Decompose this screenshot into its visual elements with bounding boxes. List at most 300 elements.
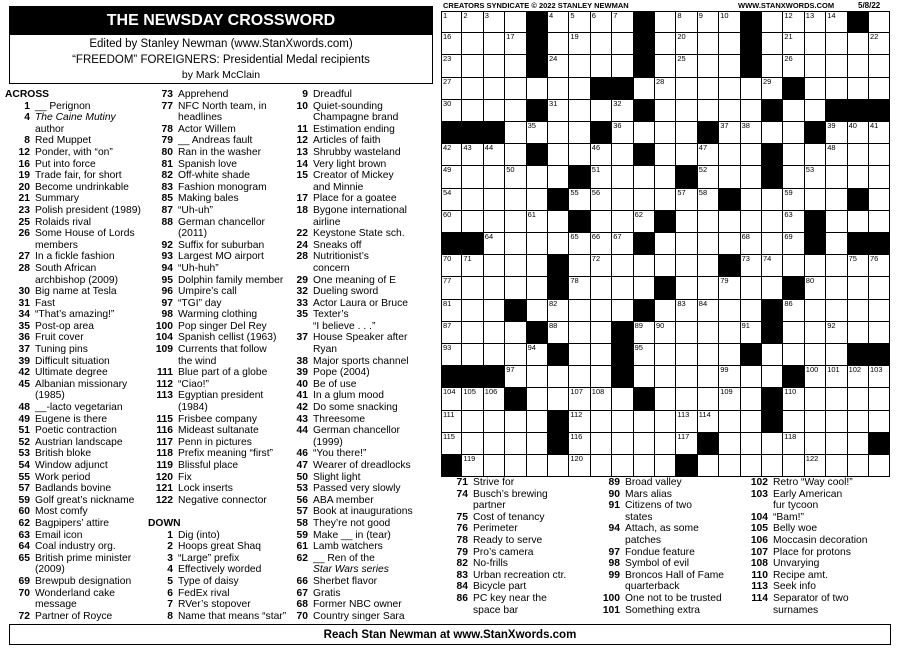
grid-cell[interactable] — [655, 233, 676, 255]
grid-cell[interactable] — [698, 455, 719, 477]
grid-cell[interactable] — [612, 122, 633, 144]
grid-cell[interactable] — [783, 255, 804, 277]
grid-cell[interactable] — [762, 122, 783, 144]
grid-cell[interactable] — [655, 388, 676, 410]
grid-cell[interactable] — [634, 411, 655, 433]
grid-cell[interactable] — [484, 166, 505, 188]
grid-cell[interactable] — [676, 100, 697, 122]
grid-cell[interactable] — [805, 411, 826, 433]
grid-cell[interactable] — [719, 411, 740, 433]
grid-cell[interactable] — [783, 211, 804, 233]
grid-cell[interactable] — [591, 233, 612, 255]
grid-cell[interactable] — [762, 233, 783, 255]
grid-cell[interactable] — [783, 33, 804, 55]
grid-cell[interactable] — [634, 255, 655, 277]
grid-cell[interactable] — [484, 144, 505, 166]
grid-cell[interactable] — [655, 433, 676, 455]
grid-cell[interactable] — [634, 189, 655, 211]
grid-cell[interactable] — [505, 411, 526, 433]
grid-cell[interactable] — [505, 100, 526, 122]
grid-cell[interactable] — [741, 411, 762, 433]
grid-cell[interactable] — [741, 233, 762, 255]
grid-cell[interactable] — [676, 411, 697, 433]
grid-cell[interactable] — [527, 166, 548, 188]
grid-cell[interactable] — [762, 11, 783, 33]
grid-cell[interactable] — [741, 433, 762, 455]
grid-cell[interactable] — [655, 33, 676, 55]
grid-cell[interactable] — [848, 300, 869, 322]
grid-cell[interactable] — [441, 166, 462, 188]
grid-cell[interactable] — [805, 433, 826, 455]
grid-cell[interactable] — [762, 55, 783, 77]
grid-cell[interactable] — [826, 144, 847, 166]
grid-cell[interactable] — [527, 344, 548, 366]
grid-cell[interactable] — [826, 300, 847, 322]
grid-cell[interactable] — [441, 11, 462, 33]
grid-cell[interactable] — [548, 388, 569, 410]
grid-cell[interactable] — [676, 189, 697, 211]
grid-cell[interactable] — [441, 211, 462, 233]
grid-cell[interactable] — [698, 55, 719, 77]
grid-cell[interactable] — [591, 11, 612, 33]
grid-cell[interactable] — [484, 300, 505, 322]
grid-cell[interactable] — [569, 122, 590, 144]
grid-cell[interactable] — [505, 366, 526, 388]
grid-cell[interactable] — [676, 366, 697, 388]
grid-cell[interactable] — [612, 100, 633, 122]
grid-cell[interactable] — [441, 144, 462, 166]
grid-cell[interactable] — [805, 344, 826, 366]
grid-cell[interactable] — [612, 33, 633, 55]
grid-cell[interactable] — [805, 189, 826, 211]
grid-cell[interactable] — [655, 322, 676, 344]
grid-cell[interactable] — [869, 388, 890, 410]
grid-cell[interactable] — [719, 300, 740, 322]
grid-cell[interactable] — [741, 322, 762, 344]
grid-cell[interactable] — [762, 33, 783, 55]
grid-cell[interactable] — [719, 55, 740, 77]
grid-cell[interactable] — [505, 11, 526, 33]
grid-cell[interactable] — [612, 388, 633, 410]
grid-cell[interactable] — [505, 55, 526, 77]
grid-cell[interactable] — [591, 255, 612, 277]
grid-cell[interactable] — [698, 344, 719, 366]
grid-cell[interactable] — [741, 300, 762, 322]
grid-cell[interactable] — [762, 211, 783, 233]
grid-cell[interactable] — [634, 366, 655, 388]
grid-cell[interactable] — [569, 388, 590, 410]
grid-cell[interactable] — [527, 233, 548, 255]
grid-cell[interactable] — [612, 300, 633, 322]
grid-cell[interactable] — [634, 455, 655, 477]
grid-cell[interactable] — [655, 55, 676, 77]
grid-cell[interactable] — [783, 322, 804, 344]
grid-cell[interactable] — [462, 33, 483, 55]
grid-cell[interactable] — [462, 433, 483, 455]
grid-cell[interactable] — [719, 78, 740, 100]
website-link[interactable]: WWW.STANXWORDS.COM — [738, 1, 835, 10]
grid-cell[interactable] — [783, 233, 804, 255]
grid-cell[interactable] — [719, 11, 740, 33]
grid-cell[interactable] — [569, 300, 590, 322]
grid-cell[interactable] — [634, 122, 655, 144]
grid-cell[interactable] — [484, 388, 505, 410]
grid-cell[interactable] — [848, 366, 869, 388]
grid-cell[interactable] — [698, 366, 719, 388]
grid-cell[interactable] — [505, 122, 526, 144]
grid-cell[interactable] — [569, 55, 590, 77]
grid-cell[interactable] — [805, 277, 826, 299]
grid-cell[interactable] — [741, 366, 762, 388]
grid-cell[interactable] — [762, 455, 783, 477]
grid-cell[interactable] — [441, 300, 462, 322]
grid-cell[interactable] — [848, 144, 869, 166]
grid-cell[interactable] — [527, 277, 548, 299]
grid-cell[interactable] — [676, 433, 697, 455]
grid-cell[interactable] — [783, 11, 804, 33]
grid-cell[interactable] — [462, 11, 483, 33]
grid-cell[interactable] — [441, 388, 462, 410]
grid-cell[interactable] — [869, 211, 890, 233]
grid-cell[interactable] — [591, 388, 612, 410]
grid-cell[interactable] — [741, 255, 762, 277]
grid-cell[interactable] — [762, 255, 783, 277]
grid-cell[interactable] — [848, 122, 869, 144]
grid-cell[interactable] — [441, 433, 462, 455]
grid-cell[interactable] — [548, 366, 569, 388]
grid-cell[interactable] — [462, 277, 483, 299]
grid-cell[interactable] — [783, 411, 804, 433]
grid-cell[interactable] — [462, 455, 483, 477]
grid-cell[interactable] — [505, 78, 526, 100]
grid-cell[interactable] — [462, 100, 483, 122]
grid-cell[interactable] — [484, 344, 505, 366]
grid-cell[interactable] — [548, 233, 569, 255]
grid-cell[interactable] — [698, 411, 719, 433]
grid-cell[interactable] — [548, 300, 569, 322]
grid-cell[interactable] — [505, 144, 526, 166]
grid-cell[interactable] — [826, 388, 847, 410]
grid-cell[interactable] — [441, 277, 462, 299]
grid-cell[interactable] — [569, 411, 590, 433]
grid-cell[interactable] — [655, 411, 676, 433]
grid-cell[interactable] — [462, 411, 483, 433]
grid-cell[interactable] — [569, 33, 590, 55]
grid-cell[interactable] — [634, 211, 655, 233]
grid-cell[interactable] — [698, 255, 719, 277]
grid-cell[interactable] — [848, 411, 869, 433]
grid-cell[interactable] — [826, 11, 847, 33]
grid-cell[interactable] — [826, 322, 847, 344]
grid-cell[interactable] — [655, 144, 676, 166]
grid-cell[interactable] — [762, 344, 783, 366]
grid-cell[interactable] — [869, 78, 890, 100]
grid-cell[interactable] — [527, 189, 548, 211]
grid-cell[interactable] — [655, 189, 676, 211]
grid-cell[interactable] — [805, 100, 826, 122]
grid-cell[interactable] — [527, 411, 548, 433]
grid-cell[interactable] — [676, 300, 697, 322]
grid-cell[interactable] — [805, 11, 826, 33]
grid-cell[interactable] — [484, 189, 505, 211]
grid-cell[interactable] — [569, 100, 590, 122]
grid-cell[interactable] — [783, 166, 804, 188]
grid-cell[interactable] — [719, 322, 740, 344]
grid-cell[interactable] — [505, 211, 526, 233]
grid-cell[interactable] — [783, 388, 804, 410]
grid-cell[interactable] — [655, 455, 676, 477]
grid-cell[interactable] — [591, 144, 612, 166]
grid-cell[interactable] — [612, 411, 633, 433]
grid-cell[interactable] — [826, 277, 847, 299]
grid-cell[interactable] — [612, 233, 633, 255]
grid-cell[interactable] — [612, 455, 633, 477]
grid-cell[interactable] — [548, 211, 569, 233]
grid-cell[interactable] — [805, 33, 826, 55]
grid-cell[interactable] — [634, 78, 655, 100]
grid-cell[interactable] — [548, 78, 569, 100]
grid-cell[interactable] — [591, 33, 612, 55]
grid-cell[interactable] — [805, 78, 826, 100]
grid-cell[interactable] — [484, 255, 505, 277]
grid-cell[interactable] — [548, 455, 569, 477]
grid-cell[interactable] — [719, 366, 740, 388]
grid-cell[interactable] — [783, 189, 804, 211]
grid-cell[interactable] — [869, 300, 890, 322]
grid-cell[interactable] — [719, 211, 740, 233]
grid-cell[interactable] — [826, 255, 847, 277]
grid-cell[interactable] — [698, 100, 719, 122]
grid-cell[interactable] — [762, 189, 783, 211]
grid-cell[interactable] — [527, 388, 548, 410]
grid-cell[interactable] — [826, 455, 847, 477]
grid-cell[interactable] — [505, 233, 526, 255]
grid-cell[interactable] — [719, 433, 740, 455]
grid-cell[interactable] — [676, 322, 697, 344]
grid-cell[interactable] — [612, 166, 633, 188]
grid-cell[interactable] — [655, 100, 676, 122]
grid-cell[interactable] — [591, 411, 612, 433]
grid-cell[interactable] — [548, 11, 569, 33]
grid-cell[interactable] — [869, 189, 890, 211]
grid-cell[interactable] — [484, 211, 505, 233]
grid-cell[interactable] — [441, 78, 462, 100]
grid-cell[interactable] — [826, 189, 847, 211]
grid-cell[interactable] — [591, 433, 612, 455]
grid-cell[interactable] — [569, 11, 590, 33]
grid-cell[interactable] — [805, 366, 826, 388]
grid-cell[interactable] — [591, 455, 612, 477]
grid-cell[interactable] — [612, 55, 633, 77]
grid-cell[interactable] — [569, 322, 590, 344]
grid-cell[interactable] — [826, 211, 847, 233]
grid-cell[interactable] — [848, 388, 869, 410]
grid-cell[interactable] — [698, 211, 719, 233]
grid-cell[interactable] — [591, 55, 612, 77]
grid-cell[interactable] — [848, 55, 869, 77]
grid-cell[interactable] — [462, 255, 483, 277]
grid-cell[interactable] — [698, 388, 719, 410]
grid-cell[interactable] — [612, 11, 633, 33]
grid-cell[interactable] — [462, 166, 483, 188]
grid-cell[interactable] — [655, 344, 676, 366]
grid-cell[interactable] — [591, 277, 612, 299]
grid-cell[interactable] — [676, 78, 697, 100]
grid-cell[interactable] — [462, 189, 483, 211]
grid-cell[interactable] — [569, 366, 590, 388]
grid-cell[interactable] — [676, 33, 697, 55]
grid-cell[interactable] — [848, 433, 869, 455]
grid-cell[interactable] — [698, 11, 719, 33]
grid-cell[interactable] — [527, 78, 548, 100]
grid-cell[interactable] — [441, 55, 462, 77]
grid-cell[interactable] — [505, 277, 526, 299]
grid-cell[interactable] — [634, 322, 655, 344]
grid-cell[interactable] — [484, 322, 505, 344]
grid-cell[interactable] — [805, 300, 826, 322]
grid-cell[interactable] — [869, 33, 890, 55]
grid-cell[interactable] — [698, 233, 719, 255]
grid-cell[interactable] — [591, 322, 612, 344]
grid-cell[interactable] — [569, 78, 590, 100]
grid-cell[interactable] — [676, 11, 697, 33]
grid-cell[interactable] — [527, 211, 548, 233]
grid-cell[interactable] — [698, 166, 719, 188]
grid-cell[interactable] — [569, 455, 590, 477]
grid-cell[interactable] — [484, 100, 505, 122]
grid-cell[interactable] — [848, 78, 869, 100]
grid-cell[interactable] — [869, 55, 890, 77]
grid-cell[interactable] — [676, 144, 697, 166]
grid-cell[interactable] — [527, 455, 548, 477]
grid-cell[interactable] — [655, 366, 676, 388]
grid-cell[interactable] — [826, 366, 847, 388]
grid-cell[interactable] — [783, 144, 804, 166]
grid-cell[interactable] — [805, 322, 826, 344]
grid-cell[interactable] — [634, 344, 655, 366]
grid-cell[interactable] — [462, 388, 483, 410]
grid-cell[interactable] — [698, 144, 719, 166]
grid-cell[interactable] — [762, 277, 783, 299]
grid-cell[interactable] — [698, 189, 719, 211]
grid-cell[interactable] — [826, 122, 847, 144]
grid-cell[interactable] — [612, 433, 633, 455]
grid-cell[interactable] — [505, 344, 526, 366]
grid-cell[interactable] — [612, 189, 633, 211]
grid-cell[interactable] — [805, 166, 826, 188]
grid-cell[interactable] — [869, 166, 890, 188]
grid-cell[interactable] — [719, 455, 740, 477]
grid-cell[interactable] — [612, 211, 633, 233]
grid-cell[interactable] — [441, 255, 462, 277]
grid-cell[interactable] — [719, 388, 740, 410]
grid-cell[interactable] — [548, 55, 569, 77]
grid-cell[interactable] — [869, 455, 890, 477]
grid-cell[interactable] — [676, 388, 697, 410]
grid-cell[interactable] — [548, 122, 569, 144]
grid-cell[interactable] — [848, 255, 869, 277]
grid-cell[interactable] — [783, 455, 804, 477]
grid-cell[interactable] — [484, 33, 505, 55]
grid-cell[interactable] — [484, 433, 505, 455]
grid-cell[interactable] — [462, 211, 483, 233]
grid-cell[interactable] — [869, 366, 890, 388]
grid-cell[interactable] — [869, 11, 890, 33]
grid-cell[interactable] — [783, 433, 804, 455]
grid-cell[interactable] — [719, 277, 740, 299]
grid-cell[interactable] — [762, 78, 783, 100]
grid-cell[interactable] — [869, 144, 890, 166]
grid-cell[interactable] — [848, 277, 869, 299]
grid-cell[interactable] — [591, 344, 612, 366]
grid-cell[interactable] — [441, 344, 462, 366]
grid-cell[interactable] — [826, 233, 847, 255]
grid-cell[interactable] — [741, 144, 762, 166]
grid-cell[interactable] — [655, 11, 676, 33]
grid-cell[interactable] — [826, 55, 847, 77]
grid-cell[interactable] — [826, 166, 847, 188]
grid-cell[interactable] — [569, 255, 590, 277]
grid-cell[interactable] — [826, 33, 847, 55]
grid-cell[interactable] — [676, 55, 697, 77]
grid-cell[interactable] — [719, 100, 740, 122]
grid-cell[interactable] — [741, 455, 762, 477]
grid-cell[interactable] — [698, 33, 719, 55]
grid-cell[interactable] — [462, 55, 483, 77]
grid-cell[interactable] — [505, 255, 526, 277]
grid-cell[interactable] — [569, 344, 590, 366]
grid-cell[interactable] — [676, 233, 697, 255]
grid-cell[interactable] — [548, 33, 569, 55]
grid-cell[interactable] — [741, 166, 762, 188]
grid-cell[interactable] — [634, 277, 655, 299]
grid-cell[interactable] — [441, 322, 462, 344]
grid-cell[interactable] — [569, 433, 590, 455]
grid-cell[interactable] — [569, 189, 590, 211]
grid-cell[interactable] — [462, 78, 483, 100]
grid-cell[interactable] — [848, 211, 869, 233]
grid-cell[interactable] — [441, 189, 462, 211]
grid-cell[interactable] — [655, 78, 676, 100]
grid-cell[interactable] — [741, 277, 762, 299]
grid-cell[interactable] — [805, 144, 826, 166]
grid-cell[interactable] — [569, 144, 590, 166]
grid-cell[interactable] — [612, 277, 633, 299]
grid-cell[interactable] — [741, 122, 762, 144]
grid-cell[interactable] — [848, 33, 869, 55]
grid-cell[interactable] — [869, 277, 890, 299]
grid-cell[interactable] — [527, 300, 548, 322]
grid-cell[interactable] — [484, 411, 505, 433]
grid-cell[interactable] — [762, 433, 783, 455]
grid-cell[interactable] — [741, 100, 762, 122]
grid-cell[interactable] — [869, 411, 890, 433]
grid-cell[interactable] — [591, 211, 612, 233]
grid-cell[interactable] — [783, 344, 804, 366]
grid-cell[interactable] — [441, 411, 462, 433]
grid-cell[interactable] — [591, 100, 612, 122]
grid-cell[interactable] — [741, 189, 762, 211]
grid-cell[interactable] — [719, 166, 740, 188]
grid-cell[interactable] — [591, 300, 612, 322]
grid-cell[interactable] — [762, 366, 783, 388]
grid-cell[interactable] — [698, 322, 719, 344]
grid-cell[interactable] — [527, 255, 548, 277]
grid-cell[interactable] — [505, 166, 526, 188]
grid-cell[interactable] — [441, 100, 462, 122]
grid-cell[interactable] — [826, 411, 847, 433]
grid-cell[interactable] — [612, 255, 633, 277]
